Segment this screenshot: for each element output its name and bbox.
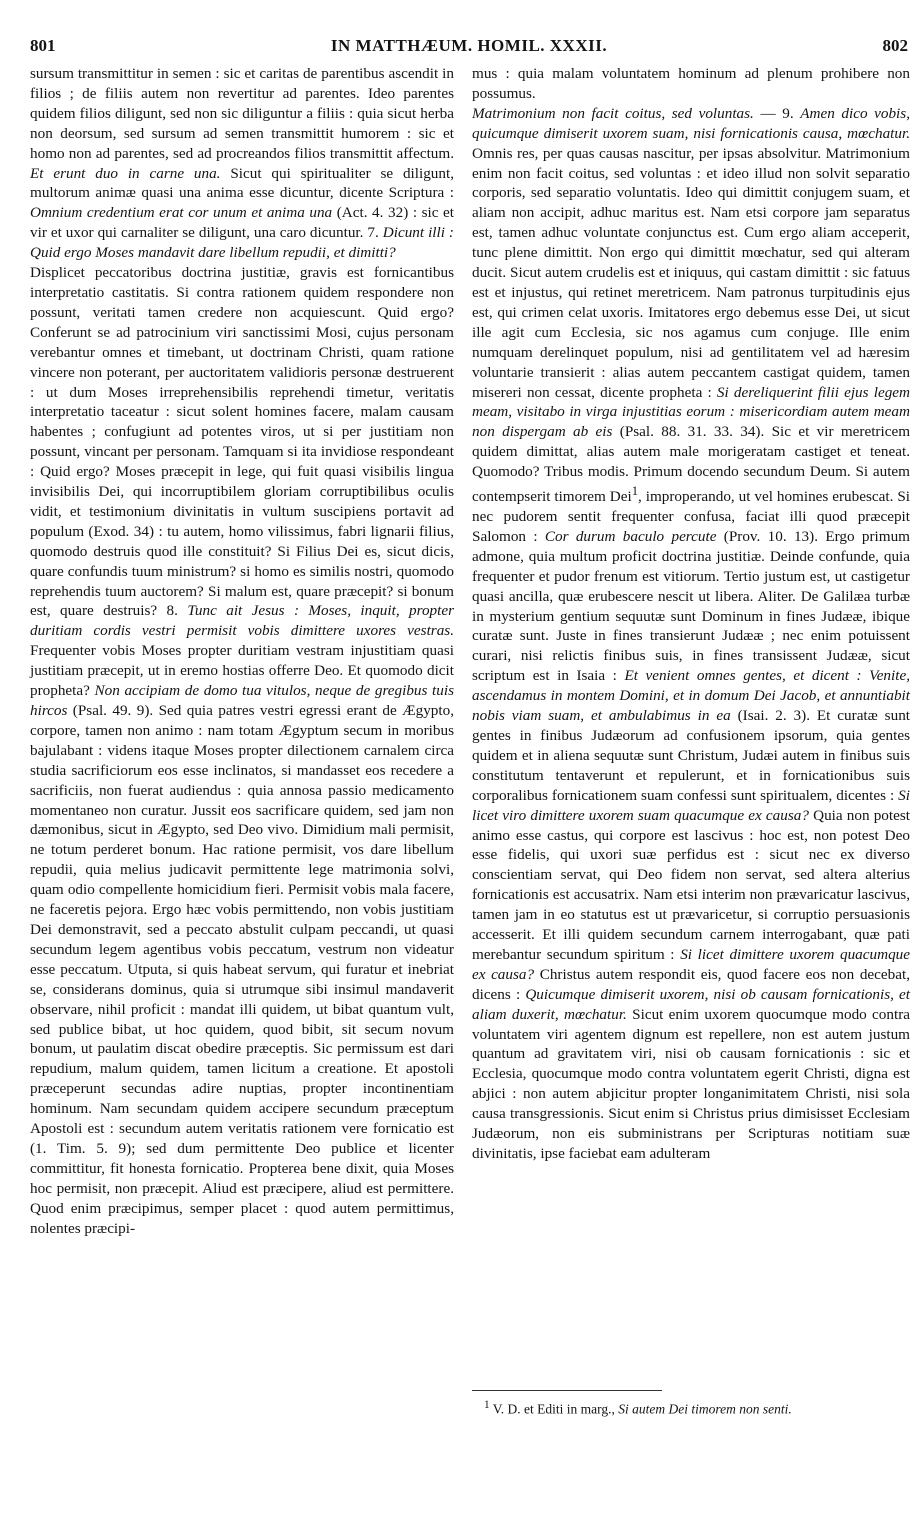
scripture-quote: Si dereliquerint filii ejus legem meam, visitabo in virga injustitias eorum : misericordiam autem meam non dispergam ab eis: [472, 383, 911, 441]
footnote-separator: [472, 1390, 662, 1391]
running-header: [30, 36, 908, 60]
text-run: — 9.: [760, 104, 794, 122]
page-number-left: 801: [30, 36, 56, 55]
right-column: [472, 64, 910, 1164]
footnote: [484, 1396, 908, 1419]
text-run: Frequenter vobis Moses propter duritiam vestram injustitiam quasi justitiam præcepit, ut in eremo hostias offerre Deo. Et quomodo dicit propheta?: [30, 642, 454, 700]
scripture-quote: Tunc ait Jesus : Moses, inquit, propter duritiam cordis vestri permisit vobis dimittere uxores vestras.: [30, 602, 454, 640]
text-run: (Prov. 10. 13). Ergo primum admone, quia multum proficit doctrina justitiæ. Deinde confunde, quia frequenter et pudor frenum est vitiorum. Tertio justum est, ut castigetur quasi ancilla, quæ erubescere nescit ut libera. Aliter. De Galilæa turbæ in mysterium gentium sequutæ sunt Dominum in fines Judææ, ibique curatæ sunt. Juste in fines transierunt Judææ ; nec enim potuissent curari, nisi relictis finibus suis, in fines transissent Judææ, sicut scriptum est in Isaia :: [472, 527, 910, 685]
scripture-quote: Omnium credentium erat cor unum et anima una: [30, 204, 333, 222]
scripture-quote: Et venient omnes gentes, et dicent : Venite, ascendamus in montem Domini, et in domum Dei Jacob, et annuntiabit nobis viam suam, et ambulabimus in ea: [472, 667, 910, 725]
text-run: (Isai. 2. 3). Et curatæ sunt gentes in finibus Judæorum ad confusionem ipsorum, quia gentes quidem et in aliena sequutæ sunt Christum, Judæi autem in finibus suis constitutum tentaverunt et repulerunt, et in fornicationibus suis corporalibus fornicationem suam confessi sunt spiritualem, dicentes :: [472, 707, 911, 804]
text-run: Displicet peccatoribus doctrina justitiæ, gravis est fornicantibus interpretatio castitatis. Si contra rationem quidem respondere non possunt, veritati tamen credere non acquiescunt. Quid ergo? Conferunt se ad patrocinium viri sanctissimi Mosi, cujus personam verebantur omnes et timebant, ut doctrinam Christi, quam ratione vincere non poterant, per auctoritatem validioris personæ destruerent : ut dum Moses irreprehensibilis reprehendi timetur, veritatis interpretatio taceatur : sicut solent homines facere, malam causam habentes ; confugiunt ad potentes viros, ut si per justitiam non possunt, vincant per personam. Tamquam si ita invidiose respondeant : Quid ergo? Moses præcepit in lege, qui fuit quasi visibilis lingua invisibilis Dei, qui incorruptibilem gloriam corruptibilibus oculis vidit, et testimonium divinitatis in vultum suscipiens portavit ad populum (Exod. 34) : tu autem, homo vilissimus, fabri lignarii filius, quomodo destruis quod ille constituit? Si Filius Dei es, sicut dicis, quare confundis tuum ministrum? si homo es similis nostri, quomodo reprehendis tuum auctorem? Si malum est, quare præcepit? si bonum est, quare destruis? 8.: [30, 264, 454, 620]
section-heading: Matrimonium non facit coitus, sed voluntas.: [472, 104, 754, 122]
footnote-quote: Si autem Dei timorem non senti.: [618, 1401, 792, 1417]
text-run: (Act. 4. 32) : sic et vir et uxor qui carnaliter se diligunt, una caro dicuntur. 7.: [30, 204, 454, 242]
text-run: Sicut enim uxorem quocumque modo contra voluntatem viri agentem dignum est repellere, non est autem justum quantum ad gravitatem viri, nisi ob causam fornicationis : sic et Ecclesia, quocumque modo contra voluntatem egerit Christi, digna est abjici : non autem abjicitur propter longanimitatem Christi, nisi sola causa transgressionis. Sicut enim si Christus prius dimisisset Ecclesiam Judæorum, non eis subministrans per Scripturas notitiam suæ divinitatis, ipse faciebat eam adulteram: [472, 1005, 910, 1162]
text-run: (Psal. 49. 9). Sed quia patres vestri egressi erant de Ægypto, corpore, tamen non animo : nam totam Ægyptum secum in moribus bajulabant : videns itaque Moses propter dilectionem carnalem circa studia sacrificiorum eos esse inclinatos, si mandasset eos recedere a sacrificiis, non fuerat audiendus : quia annosa passio medicamento momentaneo non curatur. Jussit eos sacrificare quidem, sed jam non dæmonibus, sicut in Ægypto, sed Deo vivo. Dimidium mali permisit, ne totum perderet bonum. Hac ratione permisit, vos dare libellum repudii, quia melius judicavit permittente lege matrimonia solvi, quam odio compellente homicidium fieri. Permisit vobis mala facere, ne faceretis pejora. Ergo hæc vobis permittendo, non vobis justitiam Dei demonstravit, sed a peccato abstulit culpam peccandi, ut quasi secundum legem agentibus vobis peccatum, vestrum non videatur esse peccatum. Utputa, si quis habeat servum, qui furatur et inebriat se, considerans dominus, quia si utrumque sibi insimul mandaverit observare, nihil proficit : mandat illi quidem, ut bibat quantum vult, sed publice bibat, ut hoc quidem, quod bibit, sit secum novum bonum, ut paulatim discat obedire præceptis. Sic permissum est dari repudium, malum quidem, tamen licitum a creatione. Et apostoli præceperunt secundas adire nuptias, propter incontinentiam hominum. Nam secundam quidem accipere secundum præceptum Apostoli est : secundum autem veritatis rationem vere fornicatio est (1. Tim. 5. 9); sed dum permittente Deo publice et licenter committitur, fit honesta fornicatio. Propterea bene dixit, quia Moses hoc permisit, non præcepit. Aliud est præcipere, aliud est permittere. Quod enim præcipimus, semper placet : quod autem permittimus, nolentes præcipi-: [30, 702, 454, 1237]
page-number-right: 802: [882, 36, 908, 55]
text-run: Omnis res, per quas causas nascitur, per ipsas absolvitur. Matrimonium enim non facit coitus, sed voluntas : et ideo illud non solvit separatio corporis, sed separatio voluntatis. Ideo qui dimittit conjugem suam, et aliam non accipit, adhuc maritus est. Nam etsi corpore jam separatus est, tamen adhuc voluntate conjunctus est. Cum ergo aliam acceperit, tunc plene dimittit. Non ergo qui dimittit mœchatur, sed qui alteram ducit. Sicut autem crudelis est et iniquus, qui castam dimittit : sic fatuus est et injustus, qui retinet meretricem. Nam patronus turpitudinis ejus est, qui crimen celat uxoris. Imitatores ergo debemus esse Dei, ut sicut ille agit cum Ecclesia, sic nos agamus cum conjuge. Ille enim numquam derelinquet populum, nisi ad gentilitatem vel ad hæresim voluntarie transierit : alias autem peccantem castigat quidem, tamen misereri non cessat, dicente propheta :: [472, 144, 910, 401]
text-run: (Psal. 88. 31. 33. 34). Sic et vir meretricem quidem dimittat, alias autem male morigeratam castiget et teneat. Quomodo? Tribus modis. Primum docendo secundum Deum. Si autem contempserit timorem Dei: [472, 423, 911, 506]
footnote-number: 1: [484, 1399, 490, 1411]
text-run: , improperando, ut vel homines erubescat. Si nec pudorem sentit frequenter confusa, faciat illi quod præcepit Salomon :: [472, 488, 910, 545]
paragraph: [30, 263, 454, 1238]
running-title: IN MATTHÆUM. HOMIL. XXXII.: [330, 36, 608, 55]
scripture-quote: Non accipiam de domo tua vitulos, neque de gregibus tuis hircos: [30, 682, 455, 719]
scripture-quote: Si licet viro dimittere uxorem suam quacumque ex causa?: [472, 786, 910, 824]
scripture-quote: Amen dico vobis, quicumque dimiserit uxorem suam, nisi fornicationis causa, mœchatur.: [472, 104, 910, 142]
scripture-quote: Et erunt duo in carne una.: [30, 164, 221, 182]
scripture-quote: Cor durum baculo percute: [544, 527, 717, 545]
text-run: Quia non potest animo esse castus, qui corpore est lascivus : hoc est, non potest Deo esse fidelis, qui uxori suæ perfidus est : sicut nec ex diverso conscientiam servat, qui Deo fidem non servat, sed altera alterius fornicationis est accusatrix. Nam etsi interim non prævaricatur lascivus, tamen jam in eo statutus est ut prævaricetur, si corruptio persuasionis accesserit. Et illi quidem secundum carnem interrogabant, quæ pati merebantur secundum spiritum :: [472, 806, 910, 963]
left-column: [30, 64, 454, 1238]
scripture-quote: Quicumque dimiserit uxorem, nisi ob causam fornicationis, et aliam duxerit, mœchatur.: [472, 985, 910, 1023]
text-run: mus : quia malam voluntatem hominum ad plenum prohibere non possumus.: [472, 65, 910, 102]
footnote-text: V. D. et Editi in marg.,: [492, 1401, 615, 1417]
text-run: sursum transmittitur in semen : sic et caritas de parentibus ascendit in filios ; de filiis autem non revertitur ad parentes. Ideo parentes quidem filios diligunt, sed non sic diliguntur a filiis : quia sicut herba non deorsum, sed sursum ad semen transmittit humorem : sic et homo non ad parentes, sed ad procreandos filios transmittit affectum.: [30, 65, 454, 162]
paragraph: [472, 104, 910, 1164]
paragraph: [30, 64, 454, 263]
text-run: Sicut qui spiritualiter se diligunt, multorum animæ quasi una anima esse dicuntur, dicente Scriptura :: [30, 164, 455, 202]
scripture-quote: Si licet dimittere uxorem quacumque ex causa?: [472, 945, 910, 983]
scripture-quote: Dicunt illi : Quid ergo Moses mandavit dare libellum repudii, et dimitti?: [30, 224, 454, 262]
footnote-marker: 1: [631, 484, 639, 499]
paragraph: [472, 64, 910, 104]
text-run: Christus autem respondit eis, quod facere eos non decebat, dicens :: [472, 965, 910, 1003]
